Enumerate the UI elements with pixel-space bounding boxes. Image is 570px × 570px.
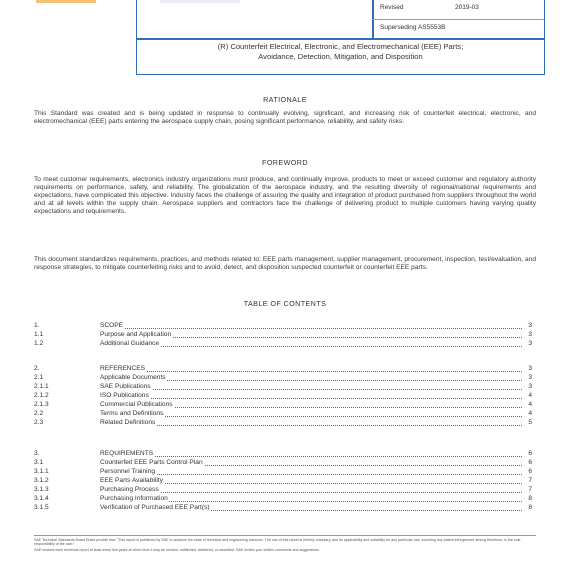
toc-page-number: 3	[528, 340, 532, 347]
rationale-heading: RATIONALE	[263, 95, 307, 104]
toc-page-number: 6	[528, 459, 532, 466]
toc-page-number: 8	[528, 495, 532, 502]
toc-section-title: EEE Parts Availability	[100, 477, 163, 484]
toc-section-number: 2.3	[34, 419, 44, 426]
toc-leader-dots	[100, 371, 522, 372]
title-line: Avoidance, Detection, Mitigation, and Disposition	[258, 52, 423, 61]
toc-section-number: 3.1	[34, 459, 44, 466]
toc-section-number: 1.2	[34, 340, 44, 347]
toc-section-title: SCOPE	[100, 322, 124, 329]
toc-section-title: Verification of Purchased EEE Part(s)	[100, 504, 210, 511]
toc-section-number: 3.1.2	[34, 477, 49, 484]
toc-section-number: 2.1.1	[34, 383, 49, 390]
toc-section-number: 1.	[34, 322, 40, 329]
toc-section-title: Counterfeit EEE Parts Control Plan	[100, 459, 203, 466]
toc-row[interactable]	[34, 340, 532, 348]
toc-row[interactable]	[34, 374, 532, 382]
document-title	[137, 42, 544, 62]
footer-notice: SAE reviews each technical report at least every five years at which time it may be revised, reaffirmed, stabilized, or cancelled. SAE invites your written comments and suggestions.	[34, 548, 320, 552]
foreword-heading: FOREWORD	[262, 158, 308, 167]
toc-row[interactable]	[34, 419, 532, 427]
superseding-label: Superseding AS5553B	[380, 24, 446, 31]
toc-row[interactable]	[34, 322, 532, 330]
toc-row[interactable]	[34, 468, 532, 476]
toc-section-title: Purchasing Process	[100, 486, 159, 493]
foreword-paragraph: To meet customer requirements, electronics industry organizations must produce, and continually improve, products to meet or exceed customer and regulatory authority requirements on performance, safety, and reliability. The globalization of the aerospace industry, and the resulting diversity of regional/national requirements and expectations, have complicated this objective. Industry faces the challenge of assuring the quality and integration of product purchased from suppliers throughout the world and at all levels within the supply chain. Aerospace suppliers and contractors face the challenge of delivering product to multiple customers having varying quality expectations and requirements.	[34, 176, 536, 216]
toc-page-number: 7	[528, 477, 532, 484]
toc-row[interactable]	[34, 450, 532, 458]
toc-leader-dots	[100, 346, 522, 347]
toc-section-title: Purchasing Information	[100, 495, 168, 502]
toc-section-number: 3.	[34, 450, 40, 457]
toc-row[interactable]	[34, 383, 532, 391]
toc-page-number: 8	[528, 504, 532, 511]
toc-row[interactable]	[34, 392, 532, 400]
toc-section-title: Commercial Publications	[100, 401, 173, 408]
toc-page-number: 3	[528, 383, 532, 390]
toc-section-number: 2.1	[34, 374, 44, 381]
toc-section-number: 2.1.3	[34, 401, 49, 408]
header-divider	[372, 19, 544, 20]
toc-section-title: Applicable Documents	[100, 374, 166, 381]
toc-leader-dots	[100, 389, 522, 390]
toc-page-number: 6	[528, 468, 532, 475]
toc-page-number: 3	[528, 322, 532, 329]
toc-section-title: ISO Publications	[100, 392, 149, 399]
toc-page-number: 4	[528, 401, 532, 408]
toc-section-title: SAE Publications	[100, 383, 151, 390]
toc-row[interactable]	[34, 401, 532, 409]
toc-section-number: 2.2	[34, 410, 44, 417]
toc-section-number: 3.1.1	[34, 468, 49, 475]
toc-leader-dots	[100, 328, 522, 329]
toc-section-title: REFERENCES	[100, 365, 146, 372]
toc-section-title: Purpose and Application	[100, 331, 172, 338]
toc-leader-dots	[100, 456, 522, 457]
toc-section-title: Related Definitions	[100, 419, 156, 426]
toc-row[interactable]	[34, 504, 532, 512]
toc-section-title: Additional Guidance	[100, 340, 160, 347]
toc-row[interactable]	[34, 410, 532, 418]
revised-label: Revised	[380, 4, 404, 11]
document-header-box	[136, 0, 545, 75]
toc-leader-dots	[100, 425, 522, 426]
footer-divider	[34, 535, 536, 536]
toc-heading: TABLE OF CONTENTS	[243, 299, 327, 308]
toc-page-number: 4	[528, 392, 532, 399]
toc-row[interactable]	[34, 495, 532, 503]
title-line: (R) Counterfeit Electrical, Electronic, and Electromechanical (EEE) Parts;	[217, 42, 464, 51]
toc-section-title: REQUIREMENTS	[100, 450, 154, 457]
toc-row[interactable]	[34, 477, 532, 485]
toc-row[interactable]	[34, 486, 532, 494]
toc-section-number: 2.1.2	[34, 392, 49, 399]
toc-section-number: 1.1	[34, 331, 44, 338]
toc-section-number: 3.1.3	[34, 486, 49, 493]
toc-page-number: 3	[528, 374, 532, 381]
toc-section-number: 2.	[34, 365, 40, 372]
toc-page-number: 7	[528, 486, 532, 493]
toc-section-title: Terms and Definitions	[100, 410, 164, 417]
toc-page-number: 5	[528, 419, 532, 426]
toc-leader-dots	[100, 492, 522, 493]
toc-leader-dots	[100, 474, 522, 475]
toc-section-number: 3.1.5	[34, 504, 49, 511]
logo-fragment	[36, 0, 96, 3]
toc-page-number: 6	[528, 450, 532, 457]
header-divider	[137, 38, 544, 40]
rationale-text: This Standard was created and is being updated in response to continually evolving, significant, and increasing risk of counterfeit electrical, electronic, and electromechanical (EEE) parts entering the aerospace supply chain, posing significant performance, reliability, and safety risks.	[34, 110, 536, 126]
toc-leader-dots	[100, 398, 522, 399]
toc-page-number: 4	[528, 410, 532, 417]
toc-page-number: 3	[528, 331, 532, 338]
toc-row[interactable]	[34, 331, 532, 339]
toc-section-number: 3.1.4	[34, 495, 49, 502]
toc-row[interactable]	[34, 459, 532, 467]
toc-page-number: 3	[528, 365, 532, 372]
toc-row[interactable]	[34, 365, 532, 373]
revised-date: 2019-03	[455, 4, 479, 11]
foreword-paragraph: This document standardizes requirements, practices, and methods related to: EEE parts management, supplier management, procurement, inspection, test/evaluation, and response strategies, to mitigate counterfeiting risks and to avoid, detect, and disposition suspected counterfeit or counterfeit EEE parts.	[34, 256, 536, 272]
footer-notice: SAE Technical Standards Board Rules provide that: "This report is published by SAE to advance the state of technical and engineering sciences. The use of this report is entirely voluntary, and its applicability and suitability for any particular use, including any patent infringement arising therefrom, is the sole responsibility of the user."	[34, 538, 521, 547]
toc-section-title: Personnel Training	[100, 468, 155, 475]
